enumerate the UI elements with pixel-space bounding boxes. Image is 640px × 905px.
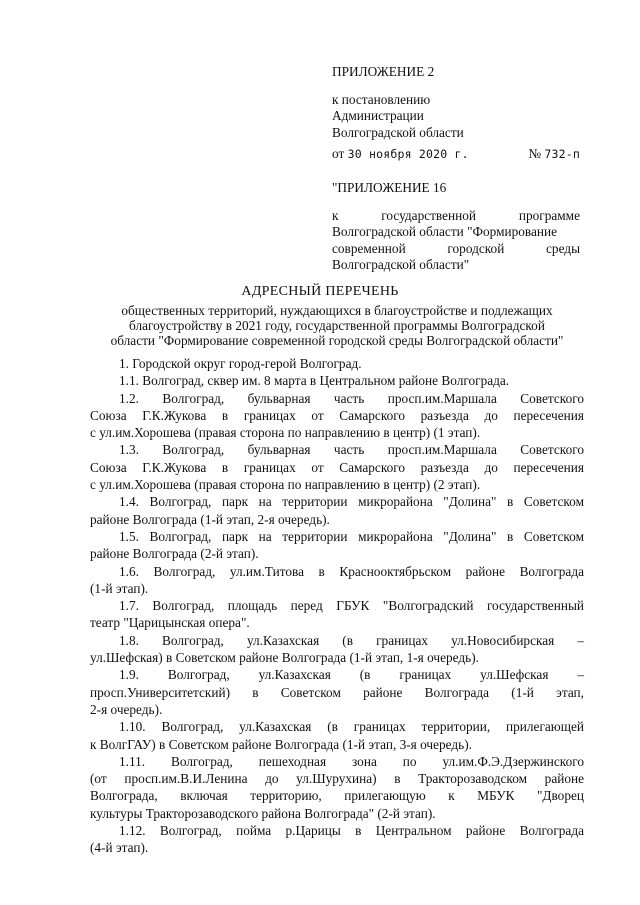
list-item-line: Волгограда, включая территорию, прилегающую к МБУК "Дворец [90,788,584,804]
document-title: АДРЕСНЫЙ ПЕРЕЧЕНЬ [241,284,399,299]
list-item-line: 1.2. Волгоград, бульварная часть просп.им.Маршала Советского [119,390,584,406]
date-value: 30 ноября 2020 г. [347,147,469,161]
resolution-line-1: к постановлению [332,92,431,107]
list-item-line: с ул.им.Хорошева (правая сторона по направлению в центр) (2 этап). [90,477,481,493]
list-item-line: 1.8. Волгоград, ул.Казахская (в границах ул.Новосибирская – [119,632,584,648]
appendix-16-block [332,180,580,196]
subtitle-line-2: благоустройству в 2021 году, государственной программы Волгоградской [129,318,545,334]
program-line-1: к государственной программе [332,208,580,223]
list-item-line: культуры Тракторозаводского района Волгограда" (2-й этап). [90,805,436,821]
list-item-line: Союза Г.К.Жукова в границах от Самарского разъезда до пересечения [90,459,584,475]
address-list [90,355,584,857]
list-item-line: Союза Г.К.Жукова в границах от Самарского разъезда до пересечения [90,407,584,423]
list-item-line: к ВолгГАУ) в Советском районе Волгограда (1-й этап, 3-я очередь). [90,736,472,752]
resolution-number [528,146,580,162]
list-item-line: 1.7. Волгоград, площадь перед ГБУК "Волгоградский государственный [119,598,584,614]
appendix-16-heading: "ПРИЛОЖЕНИЕ 16 [332,180,447,195]
list-item-line: 1.9. Волгоград, ул.Казахская (в границах ул.Шефская – [119,667,584,683]
list-item-line: 1.6. Волгоград, ул.им.Титова в Краснооктябрьском районе Волгограда [119,563,584,579]
list-item [90,718,584,753]
date-prefix: от [332,146,345,161]
list-item-line: театр "Царицынская опера". [90,615,250,631]
list-item-line: 1. Городской округ город-герой Волгоград. [119,356,362,371]
list-item-line: 1.11. Волгоград, пешеходная зона по ул.им.Ф.Э.Дзержинского [119,753,584,769]
list-item [90,822,584,857]
list-item-line: просп.Университетский) в Советском районе Волгограда (1-й этап, [90,684,584,700]
subtitle-line-3: области "Формирование современной городской среды Волгоградской области" [110,333,564,349]
list-item-line: районе Волгограда (1-й этап, 2-я очередь). [90,511,330,527]
list-item [90,753,584,822]
list-item-line: с ул.им.Хорошева (правая сторона по направлению в центр) (1 этап). [90,425,481,441]
list-item [90,390,584,442]
list-item-line: (от просп.им.В.И.Ленина до ул.Шурухина) в Тракторозаводском районе [90,771,584,787]
list-item-line: (4-й этап). [90,840,149,856]
list-item [90,355,584,372]
list-item-line: ул.Шефская) в Советском районе Волгограда (1-й этап, 1-я очередь). [90,650,479,666]
program-line-4: Волгоградской области" [332,257,470,273]
program-line-2: Волгоградской области "Формирование [332,224,558,240]
resolution-line-3: Волгоградской области [332,124,464,140]
number-sign: № [528,146,542,161]
program-line-3: современной городской среды [332,240,580,256]
resolution-reference [332,92,580,141]
document-subtitle [90,303,584,349]
list-item-line: 1.12. Волгоград, пойма р.Царицы в Центральном районе Волгограда [119,823,584,839]
list-item [90,597,584,632]
list-item-line: районе Волгограда (2-й этап). [90,546,259,562]
list-item-line: 1.1. Волгоград, сквер им. 8 марта в Центральном районе Волгограда. [119,373,510,389]
resolution-date-number [332,146,580,162]
resolution-line-2: Администрации [332,108,424,124]
list-item-line: 1.3. Волгоград, бульварная часть просп.им.Маршала Советского [119,442,584,458]
list-item [90,528,584,563]
appendix-2-block [332,64,580,80]
number-value: 732-п [544,147,580,161]
list-item-line: (1-й этап). [90,580,149,596]
list-item [90,666,584,718]
program-reference [332,208,580,274]
appendix-2-heading: ПРИЛОЖЕНИЕ 2 [332,64,435,79]
list-item-line: 1.4. Волгоград, парк на территории микрорайона "Долина" в Советском [119,494,584,510]
list-item [90,441,584,493]
list-item-line: 1.5. Волгоград, парк на территории микрорайона "Долина" в Советском [119,528,584,544]
list-item-line: 1.10. Волгоград, ул.Казахская (в границах территории, прилегающей [119,719,584,735]
list-item [90,563,584,598]
resolution-date [332,146,469,162]
list-item [90,632,584,667]
list-item-line: 2-я очередь). [90,701,163,717]
subtitle-line-1: общественных территорий, нуждающихся в благоустройстве и подлежащих [121,303,553,318]
list-item [90,493,584,528]
list-item [90,372,584,389]
